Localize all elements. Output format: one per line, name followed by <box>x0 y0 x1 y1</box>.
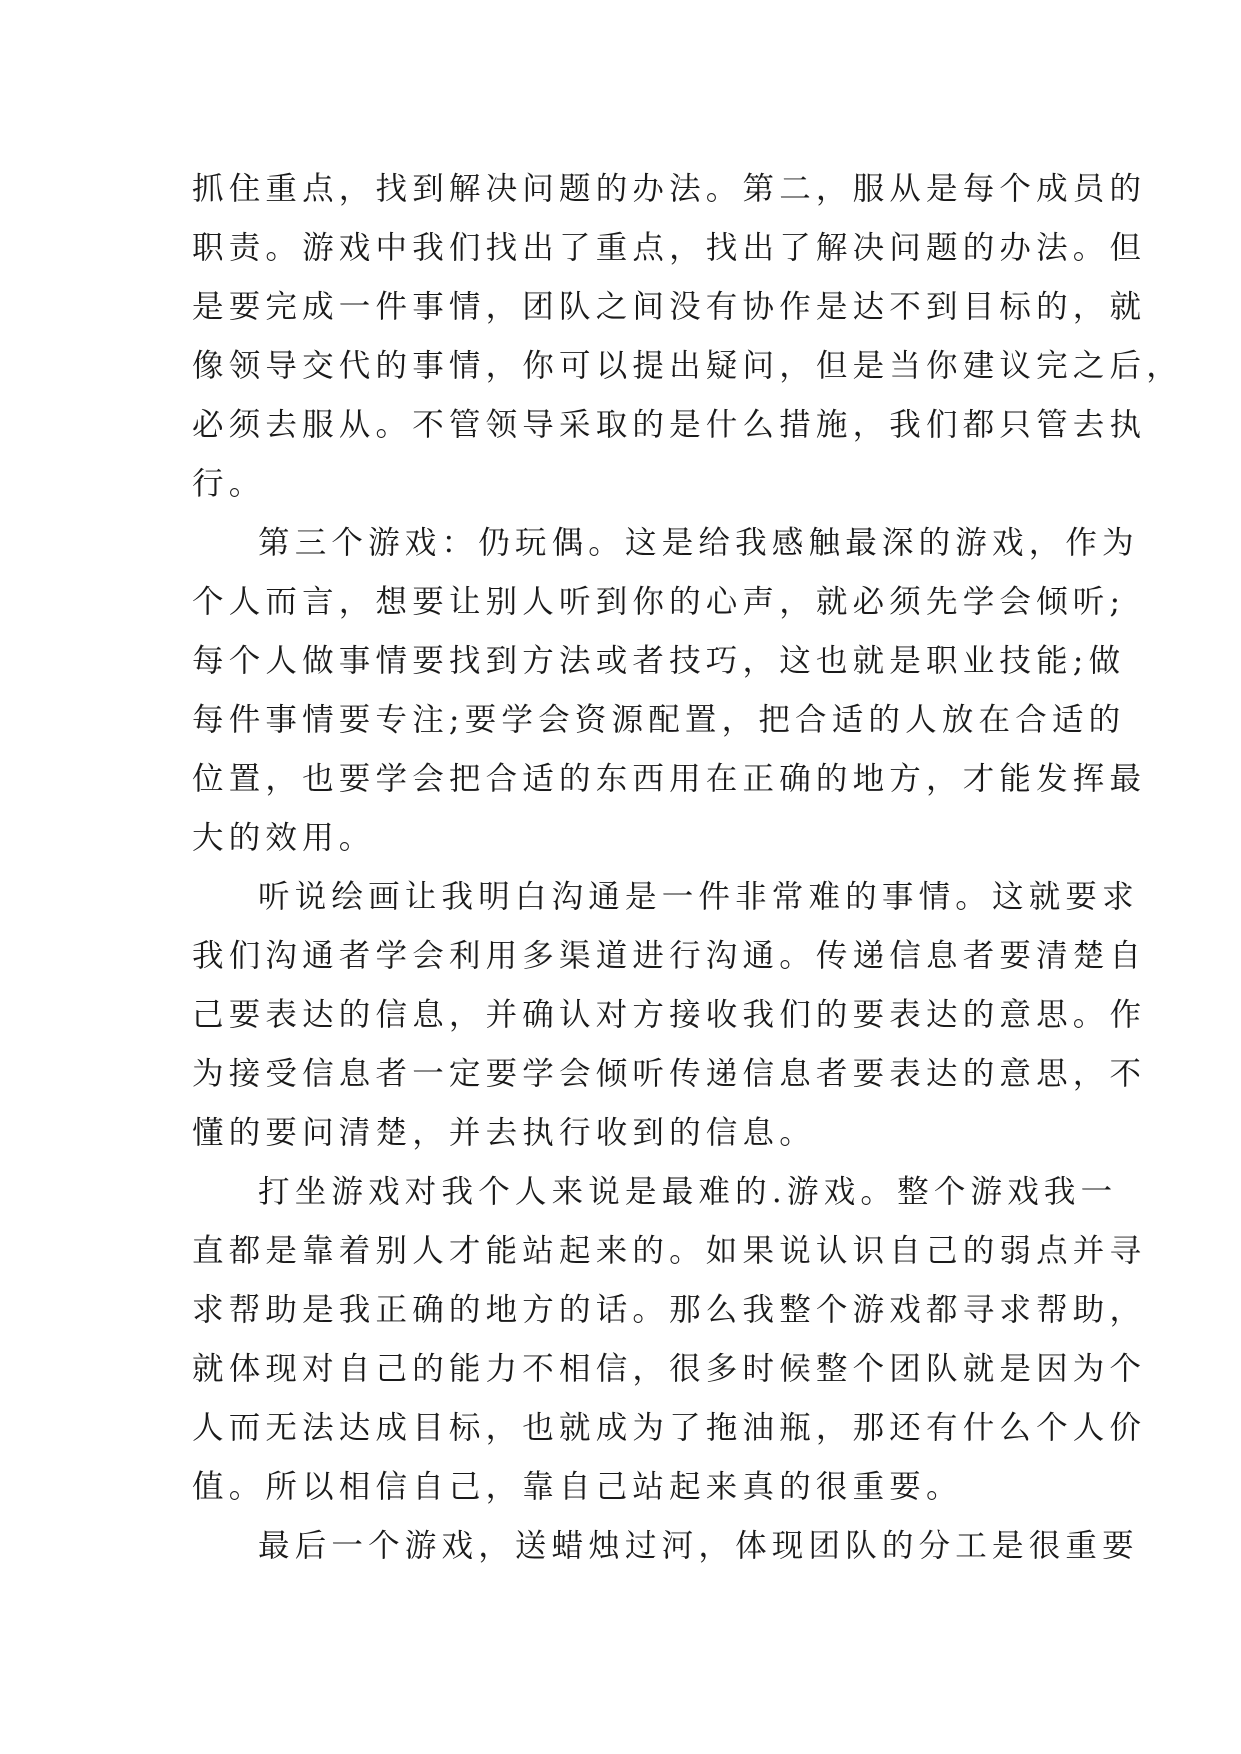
text-line: 己要表达的信息，并确认对方接收我们的要表达的意思。作 <box>192 997 1147 1033</box>
text-line: 抓住重点，找到解决问题的办法。第二，服从是每个成员的 <box>192 171 1147 207</box>
paragraph-first-line: 打坐游戏对我个人来说是最难的.游戏。整个游戏我一 <box>258 1174 1118 1210</box>
text-line: 像领导交代的事情，你可以提出疑问，但是当你建议完之后， <box>192 348 1183 384</box>
paragraph-first-line: 第三个游戏：仍玩偶。这是给我感触最深的游戏，作为 <box>258 525 1139 561</box>
text-line: 每个人做事情要找到方法或者技巧，这也就是职业技能;做 <box>192 643 1126 679</box>
text-line: 就体现对自己的能力不相信，很多时候整个团队就是因为个 <box>192 1351 1147 1387</box>
text-line: 个人而言，想要让别人听到你的心声，就必须先学会倾听; <box>192 584 1126 620</box>
text-line: 行。 <box>192 466 266 502</box>
text-line: 是要完成一件事情，团队之间没有协作是达不到目标的，就 <box>192 289 1147 325</box>
text-line: 职责。游戏中我们找出了重点，找出了解决问题的办法。但 <box>192 230 1147 266</box>
text-line: 人而无法达成目标，也就成为了拖油瓶，那还有什么个人价 <box>192 1410 1147 1446</box>
text-line: 我们沟通者学会利用多渠道进行沟通。传递信息者要清楚自 <box>192 938 1147 974</box>
text-line: 每件事情要专注;要学会资源配置，把合适的人放在合适的 <box>192 702 1126 738</box>
text-line: 位置，也要学会把合适的东西用在正确的地方，才能发挥最 <box>192 761 1147 797</box>
text-line: 大的效用。 <box>192 820 376 856</box>
text-line: 求帮助是我正确的地方的话。那么我整个游戏都寻求帮助， <box>192 1292 1147 1328</box>
body-text <box>192 160 1183 1576</box>
text-line: 直都是靠着别人才能站起来的。如果说认识自己的弱点并寻 <box>192 1233 1147 1269</box>
paragraph-first-line: 最后一个游戏，送蜡烛过河，体现团队的分工是很重要 <box>258 1528 1139 1564</box>
text-line: 为接受信息者一定要学会倾听传递信息者要表达的意思，不 <box>192 1056 1147 1092</box>
text-line: 必须去服从。不管领导采取的是什么措施，我们都只管去执 <box>192 407 1147 443</box>
text-line: 懂的要问清楚，并去执行收到的信息。 <box>192 1115 816 1151</box>
paragraph-first-line: 听说绘画让我明白沟通是一件非常难的事情。这就要求 <box>258 879 1139 915</box>
text-line: 值。所以相信自己，靠自己站起来真的很重要。 <box>192 1469 963 1505</box>
